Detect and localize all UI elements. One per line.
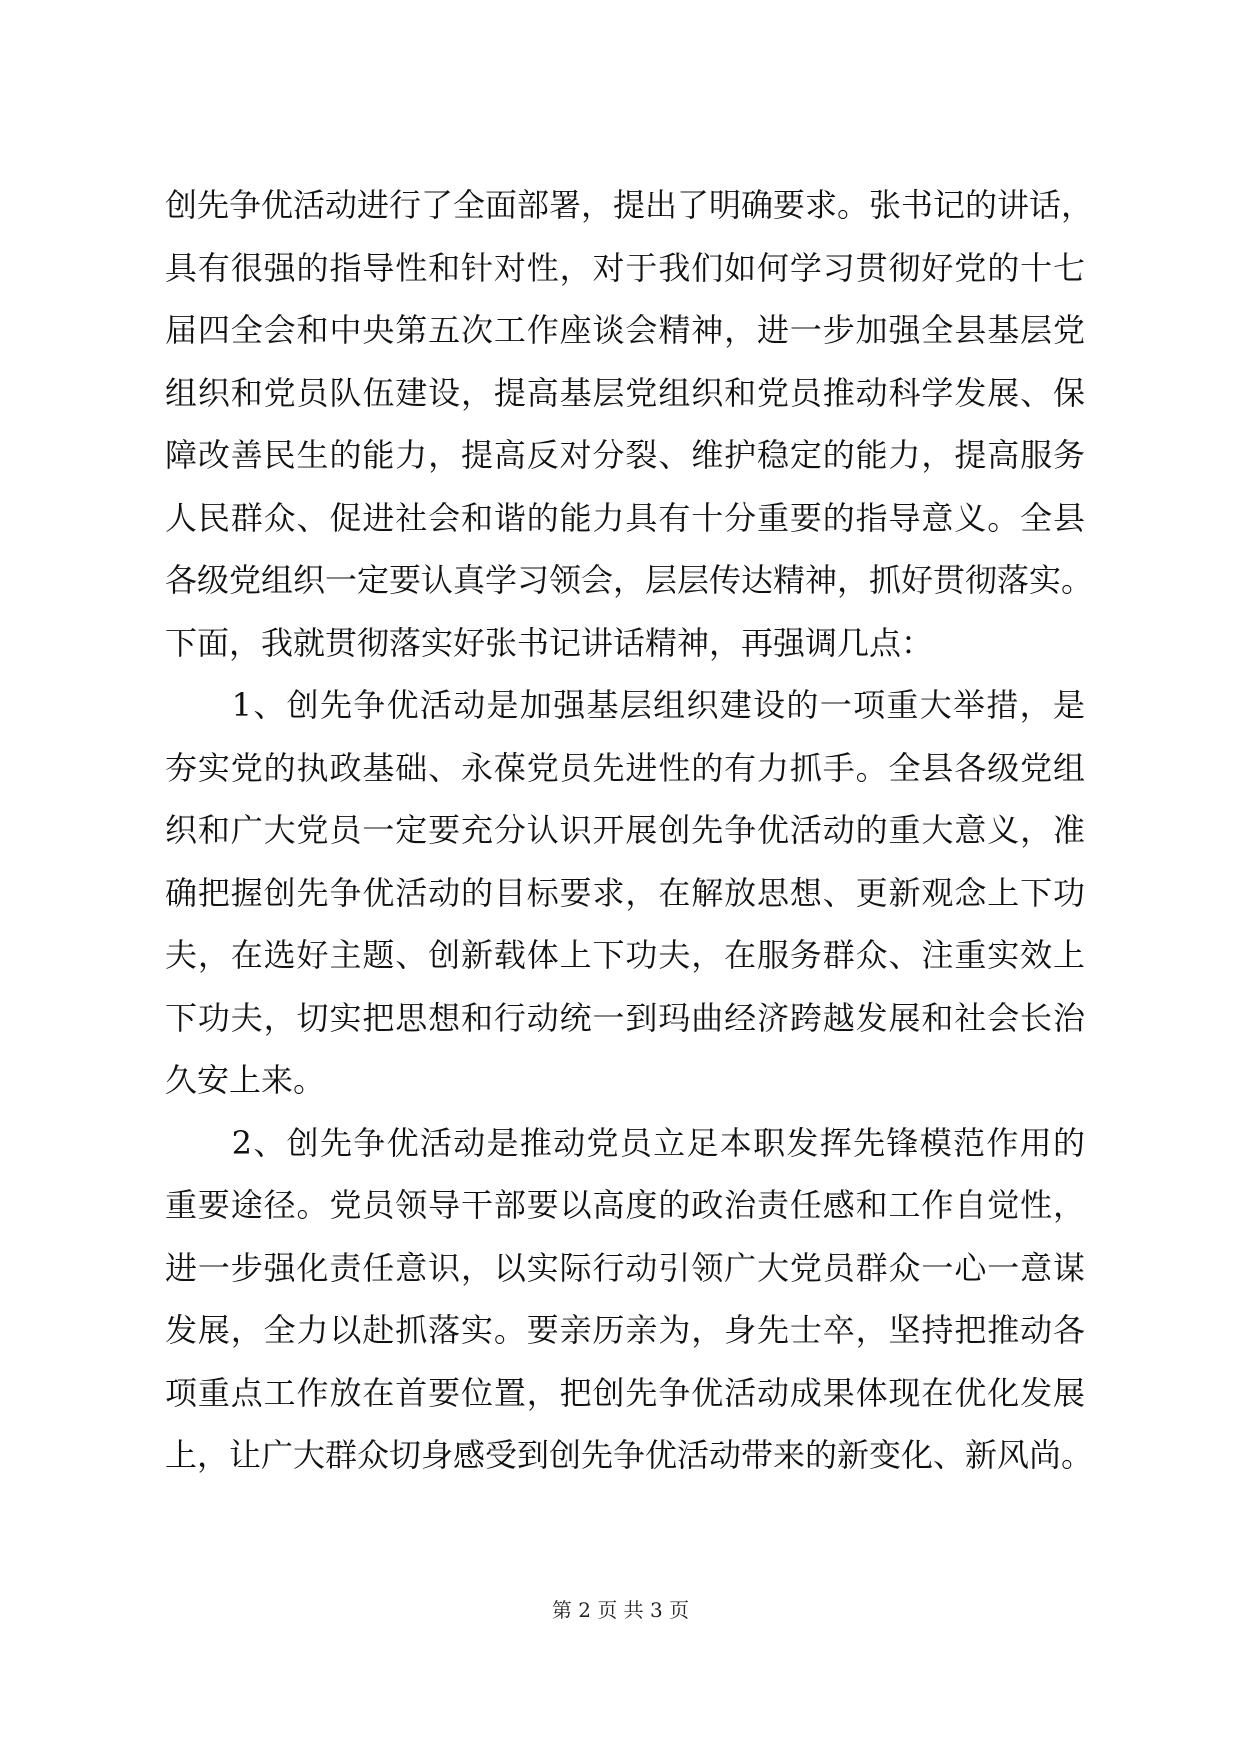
text-line: 确把握创先争优活动的目标要求，在解放思想、更新观念上下功 [165, 873, 1085, 912]
text-line: 发展，全力以赴抓落实。要亲历亲为，身先士卒，坚持把推动各 [165, 1311, 1085, 1349]
text-line: 具有很强的指导性和针对性，对于我们如何学习贯彻好党的十七 [165, 248, 1085, 287]
text-line: 上，让广大群众切身感受到创先争优活动带来的新变化、新风尚。 [165, 1436, 1094, 1474]
text-line: 各级党组织一定要认真学习领会，层层传达精神，抓好贯彻落实。 [165, 561, 1094, 599]
page-footer: 第 2 页 共 3 页 [551, 1598, 690, 1622]
text-line: 组织和党员队伍建设，提高基层党组织和党员推动科学发展、保 [165, 373, 1085, 412]
text-line: 障改善民生的能力，提高反对分裂、维护稳定的能力，提高服务 [165, 436, 1085, 474]
text-line: 1、创先争优活动是加强基层组织建设的一项重大举措，是 [165, 686, 1085, 724]
text-line: 进一步强化责任意识，以实际行动引领广大党员群众一心一意谋 [165, 1248, 1085, 1287]
text-line: 夯实党的执政基础、永葆党员先进性的有力抓手。全县各级党组 [165, 748, 1085, 787]
body-text [165, 174, 1094, 1487]
text-line: 创先争优活动进行了全面部署，提出了明确要求。张书记的讲话， [165, 186, 1094, 224]
text-line: 下面，我就贯彻落实好张书记讲话精神，再强调几点： [165, 623, 934, 662]
text-line: 久安上来。 [165, 1061, 326, 1099]
text-line: 2、创先争优活动是推动党员立足本职发挥先锋模范作用的 [165, 1123, 1085, 1162]
text-line: 夫，在选好主题、创新载体上下功夫，在服务群众、注重实效上 [165, 936, 1085, 974]
text-line: 人民群众、促进社会和谐的能力具有十分重要的指导意义。全县 [165, 498, 1085, 537]
text-line: 项重点工作放在首要位置，把创先争优活动成果体现在优化发展 [165, 1373, 1085, 1412]
text-line: 届四全会和中央第五次工作座谈会精神，进一步加强全县基层党 [165, 311, 1085, 349]
text-line: 下功夫，切实把思想和行动统一到玛曲经济跨越发展和社会长治 [165, 998, 1085, 1037]
text-line: 织和广大党员一定要充分认识开展创先争优活动的重大意义，准 [165, 811, 1085, 849]
text-line: 重要途径。党员领导干部要以高度的政治责任感和工作自觉性， [165, 1186, 1085, 1224]
